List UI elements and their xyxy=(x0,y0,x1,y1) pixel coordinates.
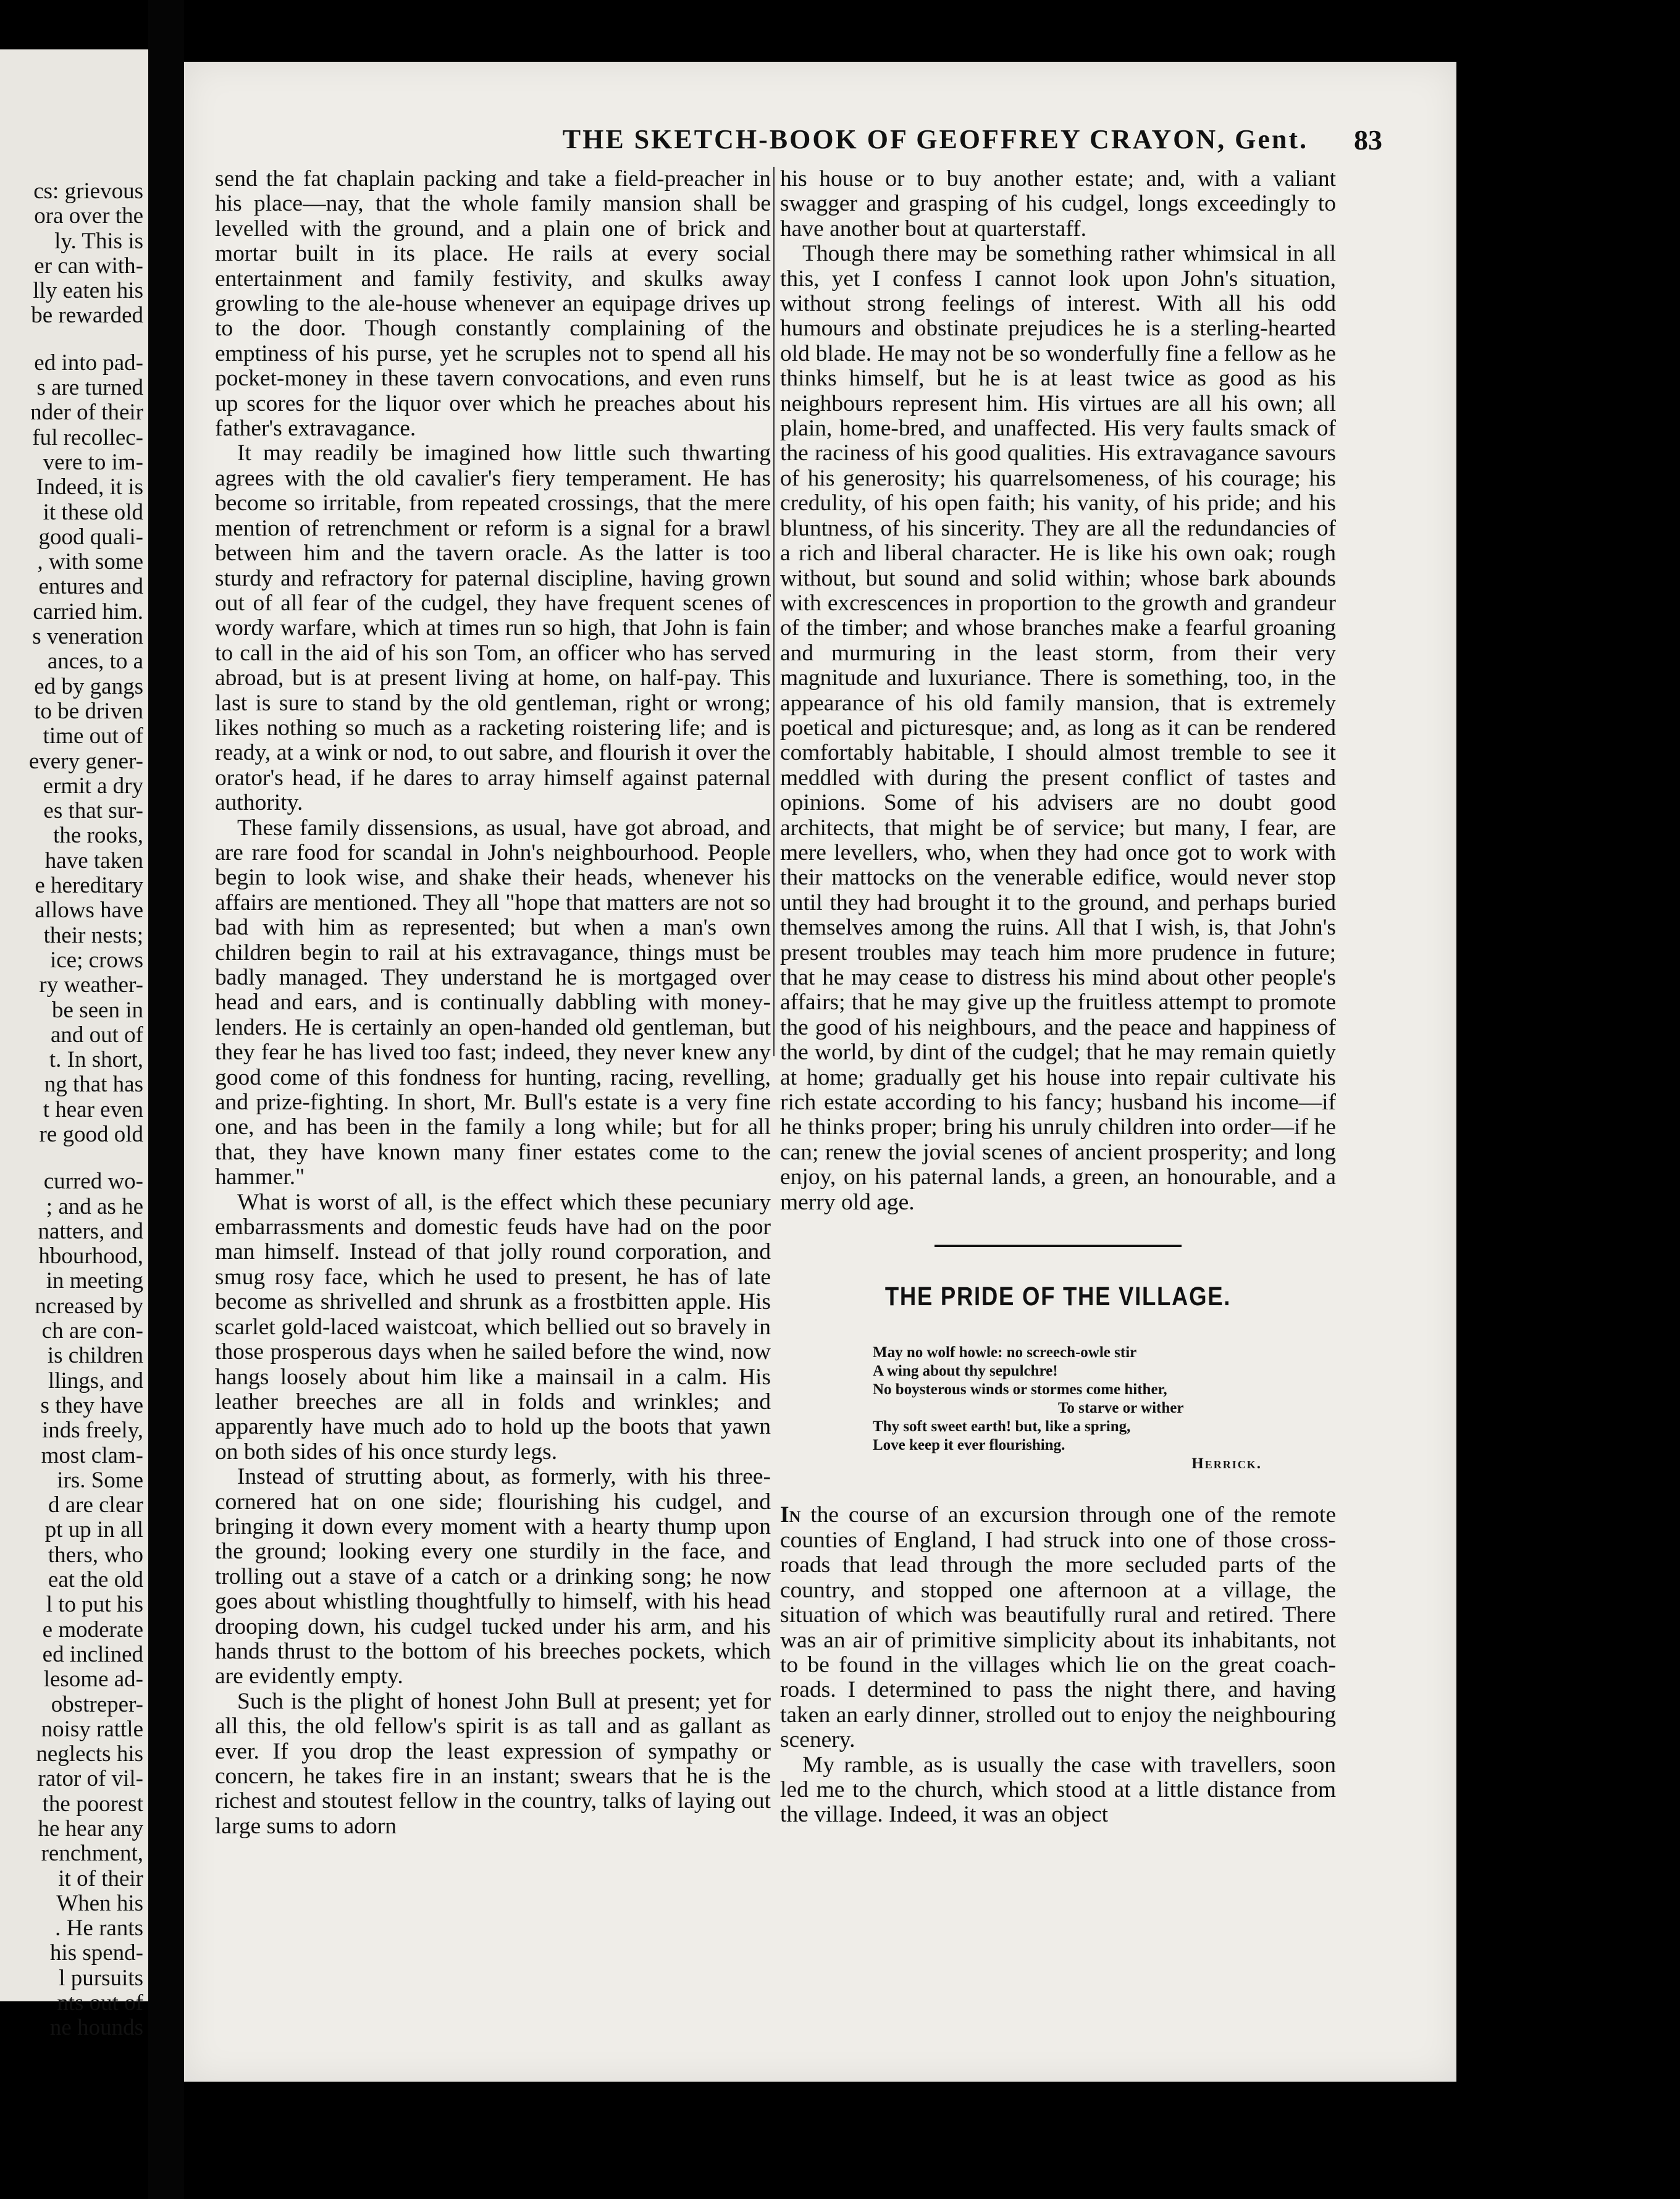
paragraph: Though there may be something rather whimsical in all this, yet I confess I cannot look upon John's situation, without strong feelings of interest. With all his odd humours and obstinate prejudices he is a sterling-hearted old blade. He may not be so wonderfully fine a fellow as he thinks himself, but he is at least twice as good as his neighbours represent him. His virtues are all his own; all plain, home-bred, and unaffected. His very faults smack of the raciness of his good qualities. His extravagance savours of his generosity; his quarrelsomeness, of his courage; his credulity, of his open faith; his vanity, of his pride; and his bluntness, of his sincerity. They are all the redundancies of a rich and liberal character. He is like his own oak; rough without, but sound and solid within; whose bark abounds with excrescences in proportion to the growth and grandeur of the timber; and whose branches make a fearful groaning and murmuring in the least storm, from their very magnitude and luxuriance. There is something, too, in the appearance of his old family mansion, that is extremely poetical and picturesque; and, as long as it can be rendered comfortably habitable, I should almost tremble to see it meddled with during the present conflict of tastes and opinions. Some of his advisers are no doubt good architects, that might be of service; but many, I fear, are mere levellers, who, when they had once got to work with their mattocks on the venerable edifice, would never stop until they had brought it to the ground, and perhaps buried themselves among the ruins. All that I wish, is, that John's present troubles may teach him more prudence in future; that he may cease to distress his mind about other people's affairs; that he may give up the fruitless attempt to promote the good of his neighbours, and the peace and happiness of the world, by dint of the cudgel; that he may remain quietly at home; gradually get his house into repair cultivate his rich estate according to his fancy; husband his income—if he thinks proper; bring his unruly children into order—if he can; renew the jovial scenes of ancient prosperity; and long enjoy, on his paternal lands, a green, an honourable, and a merry old age. xyxy=(780,241,1336,1215)
section-title: THE PRIDE OF THE VILLAGE. xyxy=(884,1282,1232,1312)
previous-page-line: ice; crows xyxy=(49,947,143,973)
epigraph-line: Love keep it ever flourishing. xyxy=(873,1437,1065,1454)
previous-page-line: es that sur- xyxy=(43,798,143,824)
previous-page-line: is children xyxy=(47,1343,143,1369)
previous-page-line: ed into pad- xyxy=(34,350,143,376)
previous-page-line: llings, and xyxy=(48,1368,143,1394)
previous-page-line: ances, to a xyxy=(47,649,143,675)
previous-page-line: obstreper- xyxy=(51,1691,143,1717)
page-number: 83 xyxy=(1354,124,1382,156)
paragraph: send the fat chaplain packing and take a field-preacher in his place—nay, that the whole family mansion shall be levelled with the ground, and a plain one of brick and mortar built in its place. He rails at every social entertainment and family festivity, and skulks away growling to the ale-house whenever an equipage drives up to the door. Though constantly complaining of the emptiness of his purse, yet he scruples not to spend all his pocket-money in these tavern convocations, and even runs up scores for the liquor over which he preaches about his father's extravagance. xyxy=(215,166,771,442)
previous-page-line: the poorest xyxy=(42,1791,143,1817)
previous-page-line: ch are con- xyxy=(41,1318,143,1344)
previous-page-line: good quali- xyxy=(38,524,143,550)
epigraph-line: No boysterous winds or stormes come hither, xyxy=(873,1381,1167,1398)
previous-page-line: every gener- xyxy=(28,748,143,774)
previous-page-line: nder of their xyxy=(30,400,143,426)
previous-page-line: ne hounds xyxy=(49,2015,143,2041)
previous-page-line: ly. This is xyxy=(54,228,143,254)
book-gutter xyxy=(148,0,184,2199)
previous-page-line: natters, and xyxy=(38,1218,143,1244)
previous-page-line: s are turned xyxy=(36,375,143,401)
previous-page-line: hbourhood, xyxy=(38,1243,143,1269)
paragraph: Instead of strutting about, as formerly, with his three-cornered hat on one side; flourishing his cudgel, and bringing it down every moment with a hearty thump upon the ground; looking every one sturdily in the face, and trolling out a stave of a catch or a drinking song; he now goes about whistling thoughtfully to himself, with his head drooping down, his cudgel tucked under his arm, and his hands thrust to the bottom of his breeches pockets, which are evidently empty. xyxy=(215,1464,771,1689)
previous-page-line: ; and as he xyxy=(46,1193,143,1219)
previous-page-line: be seen in xyxy=(52,997,143,1023)
previous-page-line: When his xyxy=(56,1890,143,1916)
story-text: the course of an excursion through one of the remote counties of England, I had struck into one of those cross-roads that lead through the more secluded parts of the country, and stopped one afternoon at a village, the situation of which was beautifully rural and retired. There was an air of primitive simplicity about its inhabitants, not to be found in the villages which lie on the great coach-roads. I determined to pass the night there, and having taken an early dinner, strolled out to enjoy the neighbouring scenery. xyxy=(780,1502,1336,1753)
previous-page-line: rator of vil- xyxy=(38,1766,143,1792)
previous-page-line: the rooks, xyxy=(53,823,143,849)
previous-page-line: ed inclined xyxy=(42,1641,143,1667)
previous-page-line: to be driven xyxy=(34,698,143,724)
previous-page-line: curred wo- xyxy=(43,1169,143,1195)
previous-page-line: d are clear xyxy=(48,1492,143,1518)
previous-page-line: entures and xyxy=(38,574,143,600)
previous-page-line: re good old xyxy=(39,1121,143,1147)
story-opening-word: In xyxy=(780,1502,801,1528)
previous-page-line: renchment, xyxy=(41,1841,143,1867)
previous-page-line: irs. Some xyxy=(57,1467,143,1493)
book-page xyxy=(184,62,1456,2082)
previous-page-line: nts out of xyxy=(57,1990,143,2016)
column-rule xyxy=(773,167,775,1056)
previous-page-line: ora over the xyxy=(34,203,143,229)
previous-page-line: s veneration xyxy=(32,624,143,650)
previous-page-lines xyxy=(0,179,143,2041)
previous-page-line: ry weather- xyxy=(39,972,143,998)
previous-page-line: Indeed, it is xyxy=(36,474,143,500)
previous-page-line: noisy rattle xyxy=(41,1716,143,1742)
previous-page-line: their nests; xyxy=(43,922,143,948)
previous-page-line: . He rants xyxy=(55,1915,143,1941)
previous-page-line: be rewarded xyxy=(31,303,143,329)
previous-page-line: his spend- xyxy=(49,1940,143,1966)
previous-page-line: he hear any xyxy=(38,1816,143,1841)
previous-page-line: and out of xyxy=(50,1022,143,1048)
previous-page-fragment xyxy=(0,49,148,2041)
paragraph: These family dissensions, as usual, have got abroad, and are rare food for scandal in John's neighbourhood. People begin to look wise, and shake their heads, whenever his affairs are mentioned. They all "hope that matters are not so bad with him as represented; but when a man's own children begin to rail at his extravagance, things must be badly managed. They understand he is mortgaged over head and ears, and is continually dabbling with money-lenders. He is certainly an open-handed old gentleman, but they fear he has lived too fast; indeed, they never knew any good come of this fondness for hunting, racing, revelling, and prize-fighting. In short, Mr. Bull's estate is a very fine one, and has been in the family a long while; but for all that, they have known many finer estates come to the hammer." xyxy=(215,815,771,1190)
previous-page-line: ermit a dry xyxy=(43,773,143,799)
previous-page-line: thers, who xyxy=(48,1542,143,1568)
previous-page-line: carried him. xyxy=(33,599,143,624)
epigraph xyxy=(873,1343,1336,1473)
previous-page-line: cs: grievous xyxy=(33,179,143,204)
previous-page-line: s they have xyxy=(40,1392,143,1418)
epigraph-line: A wing about thy sepulchre! xyxy=(873,1363,1058,1380)
previous-page-line: l pursuits xyxy=(59,1965,143,1991)
previous-page-line: e hereditary xyxy=(35,873,143,899)
paragraph: Such is the plight of honest John Bull at present; yet for all this, the old fellow's spirit is as tall and as gallant as ever. If you drop the least expression of sympathy or concern, he takes fire in an instant; swears that he is the richest and stoutest fellow in the country, talks of laying out large sums to adorn xyxy=(215,1688,771,1839)
previous-page-line: l to put his xyxy=(46,1592,143,1618)
previous-page-line: it these old xyxy=(43,499,143,525)
previous-page-line: time out of xyxy=(43,723,143,749)
previous-page-line: e moderate xyxy=(42,1617,143,1642)
previous-page-line: t. In short, xyxy=(49,1047,143,1073)
previous-page-line: ng that has xyxy=(44,1072,143,1098)
right-column xyxy=(780,167,1336,1828)
previous-page-line: have taken xyxy=(44,847,143,873)
section-divider xyxy=(934,1245,1182,1247)
story-paragraph: My ramble, as is usually the case with travellers, soon led me to the church, which stood at a little distance from the village. Indeed, it was an object xyxy=(780,1752,1336,1828)
previous-page-line: er can with- xyxy=(34,253,143,279)
previous-page-line: neglects his xyxy=(36,1741,143,1767)
previous-page-line: pt up in all xyxy=(44,1517,143,1543)
previous-page-line: lly eaten his xyxy=(33,278,143,304)
previous-page-line: t hear even xyxy=(43,1096,143,1122)
left-column xyxy=(215,167,771,1839)
paragraph: It may readily be imagined how little such thwarting agrees with the old cavalier's fiery temperament. He has become so irritable, from repeated crossings, that the mere mention of retrenchment or reform is a signal for a brawl between him and the tavern oracle. As the latter is too sturdy and refractory for paternal discipline, having grown out of all fear of the cudgel, they have frequent scenes of wordy warfare, which at times run so high, that John is fain to call in the aid of his son Tom, an officer who has served abroad, but is at present living at home, on half-pay. This last is sure to stand by the old gentleman, right or wrong; likes nothing so much as a racketing roistering life; and is ready, at a wink or nod, to out sabre, and flourish it over the orator's head, if he dares to array himself against paternal authority. xyxy=(215,440,771,816)
previous-page-line: ncreased by xyxy=(35,1293,143,1319)
previous-page-line: vere to im- xyxy=(43,449,143,475)
previous-page-line xyxy=(0,1147,143,1169)
previous-page-line: , with some xyxy=(37,549,143,575)
epigraph-attribution: Herrick. xyxy=(1191,1455,1262,1473)
previous-page-line: ed by gangs xyxy=(34,673,143,699)
previous-page-line: it of their xyxy=(58,1865,143,1891)
previous-page-line: lesome ad- xyxy=(43,1667,143,1692)
paragraph: What is worst of all, is the effect which these pecuniary embarrassments and domestic feuds have had on the poor man himself. Instead of that jolly round corporation, and smug rosy face, which he used to present, he has of late become as shrivelled and shrunk as a frostbitten apple. His scarlet gold-laced waistcoat, which bellied out so bravely in those prosperous days when he sailed before the wind, now hangs loosely about him like a mainsail in a calm. His leather breeches are all in folds and wrinkles; and apparently have much ado to hold up the boots that yawn on both sides of his once sturdy legs. xyxy=(215,1189,771,1465)
previous-page-line: in meeting xyxy=(46,1268,143,1294)
previous-page-line: eat the old xyxy=(48,1567,143,1593)
story-paragraph xyxy=(780,1503,1336,1752)
epigraph-line: To starve or wither xyxy=(1058,1400,1184,1417)
previous-page-line: ful recollec- xyxy=(32,424,143,450)
previous-page-line: inds freely, xyxy=(41,1418,143,1444)
running-head: THE SKETCH-BOOK OF GEOFFREY CRAYON, Gent. xyxy=(562,124,1308,154)
epigraph-line: May no wolf howle: no screech-owle stir xyxy=(873,1344,1137,1361)
epigraph-line: Thy soft sweet earth! but, like a spring, xyxy=(873,1418,1131,1436)
paragraph: his house or to buy another estate; and, with a valiant swagger and grasping of his cudgel, longs exceedingly to have another bout at quarterstaff. xyxy=(780,166,1336,242)
previous-page-line: most clam- xyxy=(41,1442,143,1468)
previous-page-line xyxy=(0,329,143,351)
previous-page-line: allows have xyxy=(35,898,143,923)
